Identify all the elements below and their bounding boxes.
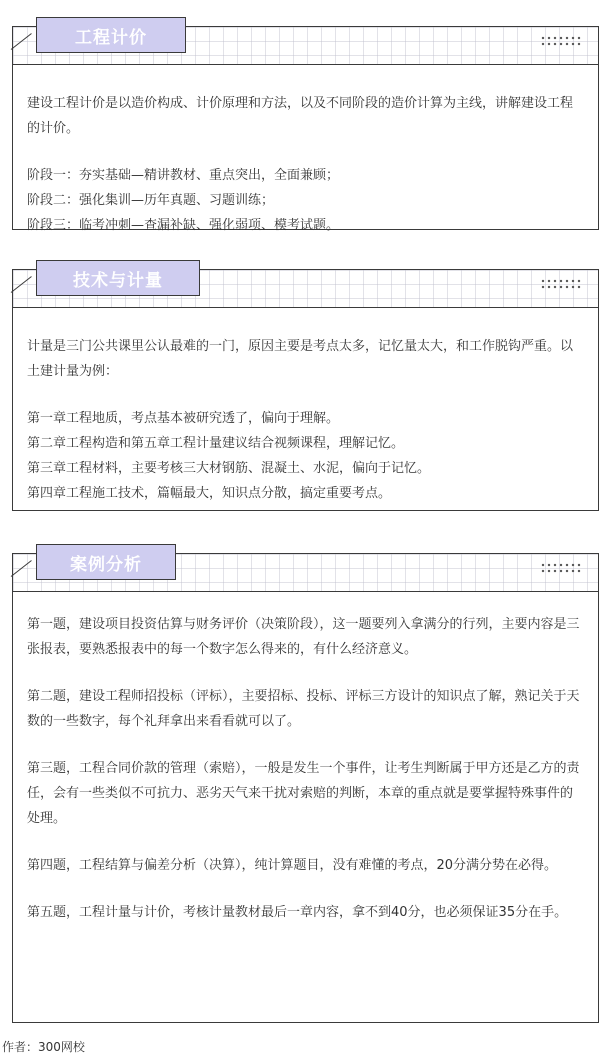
- list-item: 第三章工程材料，主要考核三大材钢筋、混凝土、水泥，偏向于记忆。: [27, 461, 431, 476]
- section-card-pricing: [12, 26, 599, 233]
- section-header: [13, 554, 598, 592]
- header-divider: [12, 64, 599, 65]
- list-item: 第四章工程施工技术，篇幅最大，知识点分散，搞定重要考点。: [27, 486, 392, 501]
- section-body: [13, 308, 598, 520]
- section-paragraph: 第四题，工程结算与偏差分析（决算），纯计算题目，没有难懂的考点，20分满分势在必得。: [27, 858, 558, 873]
- section-title: 工程计价: [36, 17, 186, 53]
- section-body: [13, 592, 598, 939]
- list-item: 阶段一：夯实基础—精讲教材、重点突出，全面兼顾；: [27, 168, 340, 183]
- section-card-measurement: [12, 269, 599, 511]
- dots-decoration: [540, 278, 582, 290]
- section-paragraph: 第一题，建设项目投资估算与财务评价（决策阶段），这一题要列入拿满分的行列，主要内容是三张报表，要熟悉报表中的每一个数字怎么得来的，有什么经济意义。: [27, 617, 580, 657]
- dots-decoration: [540, 35, 582, 47]
- section-paragraph: 建设工程计价是以造价构成、计价原理和方法，以及不同阶段的造价计算为主线，讲解建设工程的计价。: [27, 96, 574, 136]
- section-card-case-analysis: [12, 553, 599, 1023]
- list-item: 第一章工程地质，考点基本被研究透了，偏向于理解。: [27, 411, 340, 426]
- header-divider: [12, 591, 599, 592]
- section-title: 技术与计量: [36, 260, 200, 296]
- section-paragraph: 第五题，工程计量与计价，考核计量教材最后一章内容，拿不到40分，也必须保证35分在手。: [27, 905, 568, 920]
- header-corner: [11, 560, 32, 577]
- dots-decoration: [540, 562, 582, 574]
- section-paragraph: 第二题，建设工程师招投标（评标），主要招标、投标、评标三方设计的知识点了解，熟记关于天数的一些数字，每个礼拜拿出来看看就可以了。: [27, 689, 580, 729]
- section-paragraph: 计量是三门公共课里公认最难的一门，原因主要是考点太多，记忆量太大，和工作脱钩严重。以土建计量为例：: [27, 339, 574, 379]
- section-title: 案例分析: [36, 544, 176, 580]
- section-body: [13, 65, 598, 252]
- list-item: 阶段三：临考冲刺—查漏补缺、强化弱项、模考试题。: [27, 218, 340, 233]
- header-divider: [12, 307, 599, 308]
- list-item: 第二章工程构造和第五章工程计量建议结合视频课程，理解记忆。: [27, 436, 405, 451]
- section-paragraph: 第三题，工程合同价款的管理（索赔），一般是发生一个事件，让考生判断属于甲方还是乙方的责任，会有一些类似不可抗力、恶劣天气来干扰对索赔的判断，本章的重点就是要掌握特殊事件的处理。: [27, 761, 580, 826]
- author-footer: 作者：300网校: [2, 1040, 85, 1054]
- section-header: [13, 27, 598, 65]
- section-header: [13, 270, 598, 308]
- header-corner: [11, 33, 32, 50]
- list-item: 阶段二：强化集训—历年真题、习题训练；: [27, 193, 275, 208]
- header-corner: [11, 276, 32, 293]
